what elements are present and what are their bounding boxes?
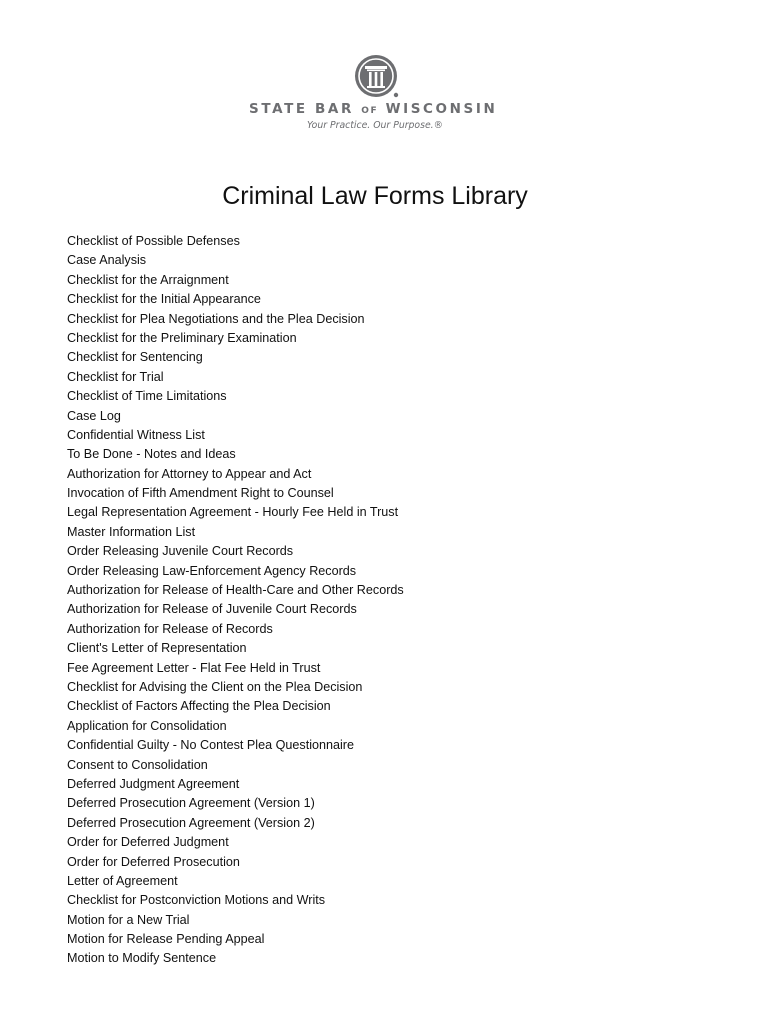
form-list-item: Motion for a New Trial bbox=[67, 912, 190, 927]
form-list-item: Checklist for Sentencing bbox=[67, 350, 203, 365]
document-title: Criminal Law Forms Library bbox=[222, 182, 528, 210]
form-list-item: Deferred Prosecution Agreement (Version 1) bbox=[67, 796, 315, 811]
form-list-item: Invocation of Fifth Amendment Right to Counsel bbox=[67, 486, 334, 501]
form-list-item: Deferred Judgment Agreement bbox=[67, 776, 240, 791]
forms-list bbox=[67, 232, 404, 969]
form-list-item: Application for Consolidation bbox=[67, 718, 227, 733]
form-list-item: Checklist of Possible Defenses bbox=[67, 234, 240, 248]
form-list-item: Checklist for Advising the Client on the Plea Decision bbox=[67, 679, 363, 694]
form-list-item: To Be Done - Notes and Ideas bbox=[67, 447, 236, 462]
organization-name-part2: WISCONSIN bbox=[385, 101, 498, 117]
form-list-item: Case Analysis bbox=[67, 253, 147, 268]
form-list-item: Deferred Prosecution Agreement (Version 2) bbox=[67, 815, 315, 830]
form-list-item: Order Releasing Juvenile Court Records bbox=[67, 544, 294, 559]
organization-tagline: Your Practice. Our Purpose.® bbox=[307, 120, 443, 131]
form-list-item: Checklist for the Initial Appearance bbox=[67, 292, 261, 307]
form-list-item: Letter of Agreement bbox=[67, 873, 178, 888]
form-list-item: Confidential Guilty - No Contest Plea Questionnaire bbox=[67, 738, 355, 753]
organization-name-part1: STATE BAR bbox=[249, 101, 354, 117]
form-list-item: Fee Agreement Letter - Flat Fee Held in Trust bbox=[67, 660, 321, 675]
form-list-item: Motion to Modify Sentence bbox=[67, 951, 217, 966]
form-list-item: Checklist of Time Limitations bbox=[67, 389, 227, 404]
column-emblem-icon bbox=[354, 54, 400, 100]
form-list-item: Legal Representation Agreement - Hourly Fee Held in Trust bbox=[67, 505, 399, 520]
form-list-item: Checklist for Trial bbox=[67, 369, 164, 384]
form-list-item: Checklist for the Preliminary Examination bbox=[67, 330, 297, 345]
form-list-item: Checklist of Factors Affecting the Plea Decision bbox=[67, 699, 331, 714]
organization-name-of: OF bbox=[361, 106, 379, 116]
form-list-item: Master Information List bbox=[67, 524, 196, 539]
form-list-item: Order Releasing Law-Enforcement Agency Records bbox=[67, 563, 357, 578]
form-list-item: Order for Deferred Judgment bbox=[67, 835, 229, 850]
form-list-item: Authorization for Release of Health-Care and Other Records bbox=[67, 583, 404, 598]
organization-name bbox=[249, 99, 505, 119]
form-list-item: Authorization for Release of Juvenile Court Records bbox=[67, 602, 357, 617]
form-list-item: Checklist for Postconviction Motions and Writs bbox=[67, 893, 326, 908]
form-list-item: Checklist for the Arraignment bbox=[67, 272, 229, 287]
form-list-item: Confidential Witness List bbox=[67, 427, 205, 442]
form-list-item: Checklist for Plea Negotiations and the Plea Decision bbox=[67, 311, 365, 326]
form-list-item: Consent to Consolidation bbox=[67, 757, 208, 772]
form-list-item: Authorization for Attorney to Appear and Act bbox=[67, 466, 312, 481]
form-list-item: Motion for Release Pending Appeal bbox=[67, 932, 265, 947]
state-bar-logo bbox=[0, 54, 770, 138]
form-list-item: Client's Letter of Representation bbox=[67, 641, 247, 656]
form-list-item: Case Log bbox=[67, 408, 121, 423]
form-list-item: Authorization for Release of Records bbox=[67, 621, 273, 636]
form-list-item: Order for Deferred Prosecution bbox=[67, 854, 240, 869]
